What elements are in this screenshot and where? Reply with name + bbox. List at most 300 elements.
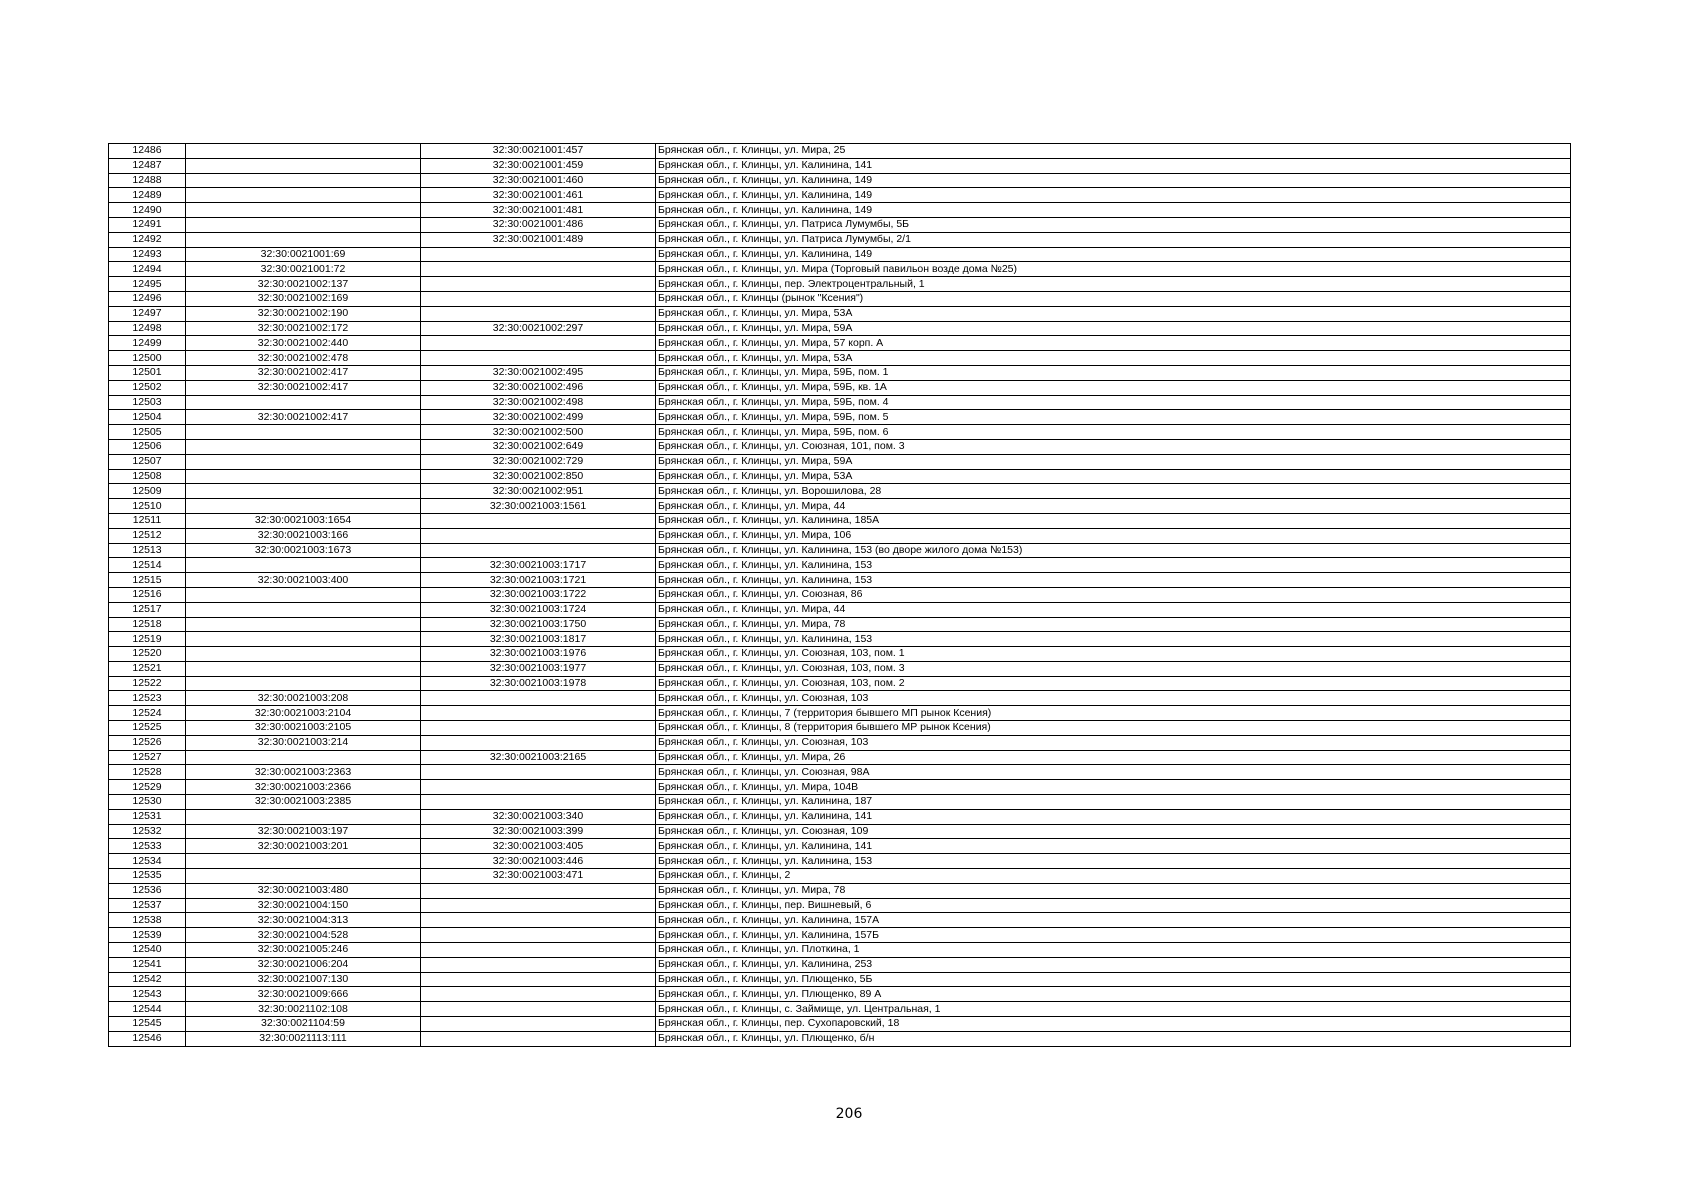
row-number-cell: 12527 [109, 750, 186, 765]
page-number: 206 [835, 1106, 863, 1122]
cadastral-number-1-cell [186, 661, 421, 676]
table-row [109, 232, 1571, 247]
row-number-cell: 12542 [109, 972, 186, 987]
cadastral-number-2-cell [421, 528, 656, 543]
table-row [109, 144, 1571, 159]
table-row [109, 336, 1571, 351]
address-cell: Брянская обл., г. Клинцы, ул. Союзная, 101, пом. 3 [656, 439, 1571, 454]
table-row [109, 632, 1571, 647]
cadastral-number-1-cell [186, 854, 421, 869]
cadastral-number-1-cell: 32:30:0021002:417 [186, 410, 421, 425]
cadastral-number-2-cell [421, 795, 656, 810]
address-cell: Брянская обл., г. Клинцы (рынок "Ксения") [656, 291, 1571, 306]
address-cell: Брянская обл., г. Клинцы, ул. Калинина, 141 [656, 809, 1571, 824]
address-cell: Брянская обл., г. Клинцы, ул. Патриса Лумумбы, 2/1 [656, 232, 1571, 247]
table-row [109, 824, 1571, 839]
cadastral-number-2-cell: 32:30:0021003:405 [421, 839, 656, 854]
row-number-cell: 12524 [109, 706, 186, 721]
address-cell: Брянская обл., г. Клинцы, ул. Калинина, 157А [656, 913, 1571, 928]
cadastral-number-1-cell [186, 454, 421, 469]
cadastral-number-2-cell: 32:30:0021001:489 [421, 232, 656, 247]
row-number-cell: 12529 [109, 780, 186, 795]
cadastral-number-2-cell: 32:30:0021003:1717 [421, 558, 656, 573]
table-row [109, 721, 1571, 736]
address-cell: Брянская обл., г. Клинцы, ул. Мира, 57 корп. А [656, 336, 1571, 351]
cadastral-number-1-cell: 32:30:0021003:1654 [186, 513, 421, 528]
cadastral-number-1-cell: 32:30:0021003:400 [186, 573, 421, 588]
table-row [109, 957, 1571, 972]
cadastral-number-2-cell: 32:30:0021003:399 [421, 824, 656, 839]
table-row [109, 158, 1571, 173]
address-cell: Брянская обл., г. Клинцы, ул. Калинина, 153 [656, 632, 1571, 647]
cadastral-number-2-cell [421, 957, 656, 972]
row-number-cell: 12493 [109, 247, 186, 262]
address-cell: Брянская обл., г. Клинцы, ул. Союзная, 103, пом. 3 [656, 661, 1571, 676]
cadastral-number-1-cell: 32:30:0021102:108 [186, 1002, 421, 1017]
address-cell: Брянская обл., г. Клинцы, пер. Вишневый, 6 [656, 898, 1571, 913]
cadastral-number-1-cell: 32:30:0021003:214 [186, 735, 421, 750]
row-number-cell: 12536 [109, 883, 186, 898]
cadastral-number-1-cell [186, 587, 421, 602]
cadastral-number-2-cell: 32:30:0021001:457 [421, 144, 656, 159]
cadastral-number-2-cell [421, 543, 656, 558]
table-row [109, 188, 1571, 203]
row-number-cell: 12520 [109, 647, 186, 662]
cadastral-number-2-cell: 32:30:0021002:729 [421, 454, 656, 469]
row-number-cell: 12506 [109, 439, 186, 454]
cadastral-number-2-cell [421, 1002, 656, 1017]
table-row [109, 321, 1571, 336]
row-number-cell: 12510 [109, 499, 186, 514]
row-number-cell: 12545 [109, 1017, 186, 1032]
row-number-cell: 12526 [109, 735, 186, 750]
address-cell: Брянская обл., г. Клинцы, ул. Мира (Торговый павильон возде дома №25) [656, 262, 1571, 277]
address-cell: Брянская обл., г. Клинцы, ул. Мира, 59Б, пом. 6 [656, 425, 1571, 440]
cadastral-number-1-cell [186, 232, 421, 247]
cadastral-number-2-cell: 32:30:0021002:499 [421, 410, 656, 425]
cadastral-number-1-cell [186, 676, 421, 691]
table-row [109, 780, 1571, 795]
cadastral-number-1-cell [186, 499, 421, 514]
row-number-cell: 12500 [109, 351, 186, 366]
cadastral-number-2-cell [421, 691, 656, 706]
cadastral-number-1-cell [186, 647, 421, 662]
row-number-cell: 12540 [109, 943, 186, 958]
table-row [109, 883, 1571, 898]
address-cell: Брянская обл., г. Клинцы, ул. Мира, 26 [656, 750, 1571, 765]
address-cell: Брянская обл., г. Клинцы, ул. Плющенко, б/н [656, 1031, 1571, 1046]
cadastral-number-1-cell: 32:30:0021003:2366 [186, 780, 421, 795]
address-cell: Брянская обл., г. Клинцы, 7 (территория бывшего МП рынок Ксения) [656, 706, 1571, 721]
cadastral-number-2-cell: 32:30:0021002:297 [421, 321, 656, 336]
cadastral-number-1-cell: 32:30:0021003:201 [186, 839, 421, 854]
cadastral-number-1-cell: 32:30:0021002:417 [186, 365, 421, 380]
row-number-cell: 12525 [109, 721, 186, 736]
row-number-cell: 12522 [109, 676, 186, 691]
address-cell: Брянская обл., г. Клинцы, ул. Плющенко, 89 А [656, 987, 1571, 1002]
cadastral-number-2-cell [421, 972, 656, 987]
cadastral-number-2-cell: 32:30:0021003:340 [421, 809, 656, 824]
row-number-cell: 12531 [109, 809, 186, 824]
row-number-cell: 12498 [109, 321, 186, 336]
address-cell: Брянская обл., г. Клинцы, ул. Калинина, 185А [656, 513, 1571, 528]
cadastral-number-2-cell [421, 780, 656, 795]
address-cell: Брянская обл., г. Клинцы, ул. Мира, 59А [656, 321, 1571, 336]
address-cell: Брянская обл., г. Клинцы, ул. Союзная, 86 [656, 587, 1571, 602]
address-cell: Брянская обл., г. Клинцы, ул. Калинина, 153 [656, 854, 1571, 869]
table-row [109, 365, 1571, 380]
cadastral-number-1-cell [186, 809, 421, 824]
address-cell: Брянская обл., г. Клинцы, ул. Мира, 25 [656, 144, 1571, 159]
table-row [109, 543, 1571, 558]
table-row [109, 809, 1571, 824]
table-row [109, 247, 1571, 262]
address-cell: Брянская обл., г. Клинцы, ул. Мира, 44 [656, 499, 1571, 514]
cadastral-number-2-cell: 32:30:0021001:459 [421, 158, 656, 173]
row-number-cell: 12508 [109, 469, 186, 484]
cadastral-number-1-cell [186, 425, 421, 440]
cadastral-number-1-cell: 32:30:0021003:1673 [186, 543, 421, 558]
table-row [109, 943, 1571, 958]
table-row [109, 558, 1571, 573]
cadastral-number-2-cell: 32:30:0021002:649 [421, 439, 656, 454]
table-row [109, 972, 1571, 987]
address-cell: Брянская обл., г. Клинцы, ул. Мира, 106 [656, 528, 1571, 543]
cadastral-number-2-cell [421, 351, 656, 366]
row-number-cell: 12504 [109, 410, 186, 425]
row-number-cell: 12502 [109, 380, 186, 395]
row-number-cell: 12490 [109, 203, 186, 218]
cadastral-number-2-cell: 32:30:0021003:1976 [421, 647, 656, 662]
address-cell: Брянская обл., г. Клинцы, ул. Мира, 59Б, пом. 1 [656, 365, 1571, 380]
table-row [109, 439, 1571, 454]
address-cell: Брянская обл., г. Клинцы, ул. Мира, 78 [656, 883, 1571, 898]
table-row [109, 913, 1571, 928]
table-row [109, 262, 1571, 277]
row-number-cell: 12513 [109, 543, 186, 558]
table-row [109, 587, 1571, 602]
table-row [109, 528, 1571, 543]
table-row [109, 602, 1571, 617]
address-cell: Брянская обл., г. Клинцы, ул. Калинина, 141 [656, 158, 1571, 173]
cadastral-number-1-cell [186, 439, 421, 454]
cadastral-number-2-cell [421, 735, 656, 750]
table-row [109, 617, 1571, 632]
cadastral-number-2-cell: 32:30:0021003:1817 [421, 632, 656, 647]
cadastral-number-2-cell: 32:30:0021003:1561 [421, 499, 656, 514]
row-number-cell: 12509 [109, 484, 186, 499]
cadastral-number-2-cell [421, 277, 656, 292]
cadastral-number-2-cell: 32:30:0021002:500 [421, 425, 656, 440]
table-row [109, 691, 1571, 706]
cadastral-number-1-cell: 32:30:0021002:478 [186, 351, 421, 366]
cadastral-number-1-cell [186, 617, 421, 632]
cadastral-number-2-cell: 32:30:0021003:1750 [421, 617, 656, 632]
row-number-cell: 12494 [109, 262, 186, 277]
row-number-cell: 12488 [109, 173, 186, 188]
cadastral-number-2-cell: 32:30:0021002:498 [421, 395, 656, 410]
table-row [109, 484, 1571, 499]
row-number-cell: 12514 [109, 558, 186, 573]
row-number-cell: 12530 [109, 795, 186, 810]
table-row [109, 1017, 1571, 1032]
cadastral-number-2-cell [421, 1017, 656, 1032]
cadastral-number-2-cell: 32:30:0021003:1724 [421, 602, 656, 617]
table-row [109, 1002, 1571, 1017]
cadastral-number-1-cell [186, 750, 421, 765]
cadastral-number-2-cell [421, 513, 656, 528]
cadastral-number-2-cell: 32:30:0021003:471 [421, 869, 656, 884]
address-cell: Брянская обл., г. Клинцы, ул. Союзная, 109 [656, 824, 1571, 839]
cadastral-number-1-cell [186, 144, 421, 159]
row-number-cell: 12518 [109, 617, 186, 632]
cadastral-number-2-cell: 32:30:0021002:496 [421, 380, 656, 395]
cadastral-number-1-cell: 32:30:0021003:2104 [186, 706, 421, 721]
cadastral-number-1-cell: 32:30:0021002:190 [186, 306, 421, 321]
cadastral-number-1-cell: 32:30:0021003:480 [186, 883, 421, 898]
cadastral-number-1-cell: 32:30:0021002:417 [186, 380, 421, 395]
cadastral-number-1-cell: 32:30:0021002:169 [186, 291, 421, 306]
cadastral-number-1-cell: 32:30:0021004:528 [186, 928, 421, 943]
cadastral-number-2-cell [421, 1031, 656, 1046]
table-row [109, 898, 1571, 913]
address-cell: Брянская обл., г. Клинцы, ул. Калинина, 149 [656, 188, 1571, 203]
row-number-cell: 12541 [109, 957, 186, 972]
row-number-cell: 12533 [109, 839, 186, 854]
cadastral-number-2-cell [421, 306, 656, 321]
table-row [109, 765, 1571, 780]
table-row [109, 291, 1571, 306]
row-number-cell: 12519 [109, 632, 186, 647]
cadastral-number-2-cell: 32:30:0021002:495 [421, 365, 656, 380]
address-cell: Брянская обл., г. Клинцы, ул. Патриса Лумумбы, 5Б [656, 217, 1571, 232]
cadastral-number-1-cell: 32:30:0021005:246 [186, 943, 421, 958]
cadastral-number-2-cell [421, 898, 656, 913]
address-cell: Брянская обл., г. Клинцы, ул. Союзная, 103, пом. 1 [656, 647, 1571, 662]
cadastral-number-2-cell: 32:30:0021003:446 [421, 854, 656, 869]
address-cell: Брянская обл., г. Клинцы, ул. Калинина, 187 [656, 795, 1571, 810]
address-cell: Брянская обл., г. Клинцы, ул. Союзная, 103 [656, 691, 1571, 706]
address-cell: Брянская обл., г. Клинцы, ул. Калинина, 149 [656, 247, 1571, 262]
table-row [109, 987, 1571, 1002]
table-row [109, 306, 1571, 321]
table-row [109, 928, 1571, 943]
row-number-cell: 12521 [109, 661, 186, 676]
cadastral-number-1-cell [186, 558, 421, 573]
cadastral-number-1-cell: 32:30:0021001:72 [186, 262, 421, 277]
cadastral-number-1-cell: 32:30:0021004:313 [186, 913, 421, 928]
table-row [109, 706, 1571, 721]
cadastral-number-1-cell: 32:30:0021007:130 [186, 972, 421, 987]
address-cell: Брянская обл., г. Клинцы, ул. Ворошилова, 28 [656, 484, 1571, 499]
table-row [109, 425, 1571, 440]
address-cell: Брянская обл., г. Клинцы, 2 [656, 869, 1571, 884]
registry-table-body [109, 144, 1571, 1047]
address-cell: Брянская обл., г. Клинцы, 8 (территория бывшего МР рынок Ксения) [656, 721, 1571, 736]
address-cell: Брянская обл., г. Клинцы, ул. Мира, 59Б, пом. 5 [656, 410, 1571, 425]
cadastral-number-1-cell [186, 469, 421, 484]
cadastral-number-1-cell: 32:30:0021002:172 [186, 321, 421, 336]
cadastral-number-2-cell: 32:30:0021001:486 [421, 217, 656, 232]
cadastral-number-2-cell: 32:30:0021003:1722 [421, 587, 656, 602]
row-number-cell: 12501 [109, 365, 186, 380]
address-cell: Брянская обл., г. Клинцы, ул. Мира, 59Б, пом. 4 [656, 395, 1571, 410]
row-number-cell: 12492 [109, 232, 186, 247]
row-number-cell: 12543 [109, 987, 186, 1002]
row-number-cell: 12537 [109, 898, 186, 913]
cadastral-number-2-cell: 32:30:0021002:951 [421, 484, 656, 499]
cadastral-number-1-cell: 32:30:0021003:2385 [186, 795, 421, 810]
cadastral-number-1-cell: 32:30:0021003:197 [186, 824, 421, 839]
row-number-cell: 12512 [109, 528, 186, 543]
address-cell: Брянская обл., г. Клинцы, ул. Калинина, 253 [656, 957, 1571, 972]
cadastral-number-2-cell [421, 883, 656, 898]
address-cell: Брянская обл., г. Клинцы, ул. Плоткина, 1 [656, 943, 1571, 958]
row-number-cell: 12489 [109, 188, 186, 203]
cadastral-number-1-cell: 32:30:0021001:69 [186, 247, 421, 262]
cadastral-number-2-cell: 32:30:0021001:461 [421, 188, 656, 203]
table-row [109, 499, 1571, 514]
row-number-cell: 12511 [109, 513, 186, 528]
address-cell: Брянская обл., г. Клинцы, ул. Союзная, 98А [656, 765, 1571, 780]
row-number-cell: 12535 [109, 869, 186, 884]
row-number-cell: 12495 [109, 277, 186, 292]
address-cell: Брянская обл., г. Клинцы, ул. Мира, 78 [656, 617, 1571, 632]
cadastral-number-1-cell: 32:30:0021004:150 [186, 898, 421, 913]
row-number-cell: 12534 [109, 854, 186, 869]
table-row [109, 380, 1571, 395]
registry-table [108, 143, 1571, 1047]
table-row [109, 647, 1571, 662]
cadastral-number-2-cell [421, 928, 656, 943]
table-row [109, 661, 1571, 676]
cadastral-number-2-cell [421, 336, 656, 351]
cadastral-number-1-cell: 32:30:0021003:208 [186, 691, 421, 706]
address-cell: Брянская обл., г. Клинцы, ул. Мира, 104В [656, 780, 1571, 795]
cadastral-number-1-cell [186, 484, 421, 499]
table-row [109, 395, 1571, 410]
table-row [109, 573, 1571, 588]
row-number-cell: 12528 [109, 765, 186, 780]
table-row [109, 217, 1571, 232]
table-row [109, 1031, 1571, 1046]
table-row [109, 869, 1571, 884]
cadastral-number-1-cell: 32:30:0021113:111 [186, 1031, 421, 1046]
row-number-cell: 12538 [109, 913, 186, 928]
address-cell: Брянская обл., г. Клинцы, ул. Калинина, 149 [656, 203, 1571, 218]
address-cell: Брянская обл., г. Клинцы, ул. Мира, 53А [656, 306, 1571, 321]
cadastral-number-1-cell: 32:30:0021003:2363 [186, 765, 421, 780]
address-cell: Брянская обл., г. Клинцы, пер. Электроцентральный, 1 [656, 277, 1571, 292]
row-number-cell: 12486 [109, 144, 186, 159]
row-number-cell: 12515 [109, 573, 186, 588]
cadastral-number-2-cell [421, 913, 656, 928]
cadastral-number-2-cell [421, 765, 656, 780]
address-cell: Брянская обл., г. Клинцы, с. Займище, ул. Центральная, 1 [656, 1002, 1571, 1017]
cadastral-number-1-cell: 32:30:0021009:666 [186, 987, 421, 1002]
cadastral-number-1-cell [186, 158, 421, 173]
row-number-cell: 12539 [109, 928, 186, 943]
cadastral-number-1-cell [186, 188, 421, 203]
cadastral-number-1-cell [186, 632, 421, 647]
cadastral-number-2-cell: 32:30:0021003:2165 [421, 750, 656, 765]
cadastral-number-1-cell [186, 869, 421, 884]
table-row [109, 277, 1571, 292]
cadastral-number-2-cell: 32:30:0021003:1977 [421, 661, 656, 676]
table-row [109, 513, 1571, 528]
row-number-cell: 12491 [109, 217, 186, 232]
address-cell: Брянская обл., г. Клинцы, ул. Мира, 53А [656, 469, 1571, 484]
row-number-cell: 12523 [109, 691, 186, 706]
row-number-cell: 12532 [109, 824, 186, 839]
cadastral-number-2-cell [421, 943, 656, 958]
table-row [109, 351, 1571, 366]
row-number-cell: 12517 [109, 602, 186, 617]
address-cell: Брянская обл., г. Клинцы, ул. Калинина, 153 (во дворе жилого дома №153) [656, 543, 1571, 558]
cadastral-number-1-cell [186, 602, 421, 617]
address-cell: Брянская обл., г. Клинцы, ул. Калинина, 141 [656, 839, 1571, 854]
table-row [109, 676, 1571, 691]
table-row [109, 839, 1571, 854]
row-number-cell: 12496 [109, 291, 186, 306]
row-number-cell: 12487 [109, 158, 186, 173]
cadastral-number-2-cell [421, 706, 656, 721]
address-cell: Брянская обл., г. Клинцы, ул. Союзная, 103, пом. 2 [656, 676, 1571, 691]
row-number-cell: 12505 [109, 425, 186, 440]
address-cell: Брянская обл., г. Клинцы, ул. Мира, 59Б, кв. 1А [656, 380, 1571, 395]
table-row [109, 410, 1571, 425]
row-number-cell: 12497 [109, 306, 186, 321]
cadastral-number-1-cell [186, 395, 421, 410]
cadastral-number-2-cell [421, 987, 656, 1002]
row-number-cell: 12516 [109, 587, 186, 602]
cadastral-number-2-cell [421, 262, 656, 277]
cadastral-number-2-cell: 32:30:0021003:1721 [421, 573, 656, 588]
cadastral-number-2-cell [421, 247, 656, 262]
cadastral-number-2-cell: 32:30:0021001:460 [421, 173, 656, 188]
address-cell: Брянская обл., г. Клинцы, ул. Мира, 53А [656, 351, 1571, 366]
address-cell: Брянская обл., г. Клинцы, ул. Мира, 59А [656, 454, 1571, 469]
cadastral-number-1-cell [186, 203, 421, 218]
cadastral-number-1-cell: 32:30:0021003:2105 [186, 721, 421, 736]
address-cell: Брянская обл., г. Клинцы, ул. Мира, 44 [656, 602, 1571, 617]
cadastral-number-2-cell: 32:30:0021003:1978 [421, 676, 656, 691]
cadastral-number-1-cell: 32:30:0021002:440 [186, 336, 421, 351]
table-row [109, 854, 1571, 869]
table-row [109, 203, 1571, 218]
table-row [109, 735, 1571, 750]
address-cell: Брянская обл., г. Клинцы, ул. Калинина, 157Б [656, 928, 1571, 943]
row-number-cell: 12499 [109, 336, 186, 351]
cadastral-number-1-cell: 32:30:0021006:204 [186, 957, 421, 972]
cadastral-number-2-cell: 32:30:0021002:850 [421, 469, 656, 484]
table-row [109, 469, 1571, 484]
address-cell: Брянская обл., г. Клинцы, ул. Калинина, 149 [656, 173, 1571, 188]
cadastral-number-1-cell [186, 217, 421, 232]
cadastral-number-2-cell: 32:30:0021001:481 [421, 203, 656, 218]
address-cell: Брянская обл., г. Клинцы, пер. Сухопаровский, 18 [656, 1017, 1571, 1032]
address-cell: Брянская обл., г. Клинцы, ул. Калинина, 153 [656, 558, 1571, 573]
row-number-cell: 12503 [109, 395, 186, 410]
table-row [109, 795, 1571, 810]
row-number-cell: 12544 [109, 1002, 186, 1017]
address-cell: Брянская обл., г. Клинцы, ул. Калинина, 153 [656, 573, 1571, 588]
cadastral-number-1-cell: 32:30:0021003:166 [186, 528, 421, 543]
row-number-cell: 12546 [109, 1031, 186, 1046]
cadastral-number-2-cell [421, 291, 656, 306]
table-row [109, 750, 1571, 765]
cadastral-number-1-cell: 32:30:0021104:59 [186, 1017, 421, 1032]
